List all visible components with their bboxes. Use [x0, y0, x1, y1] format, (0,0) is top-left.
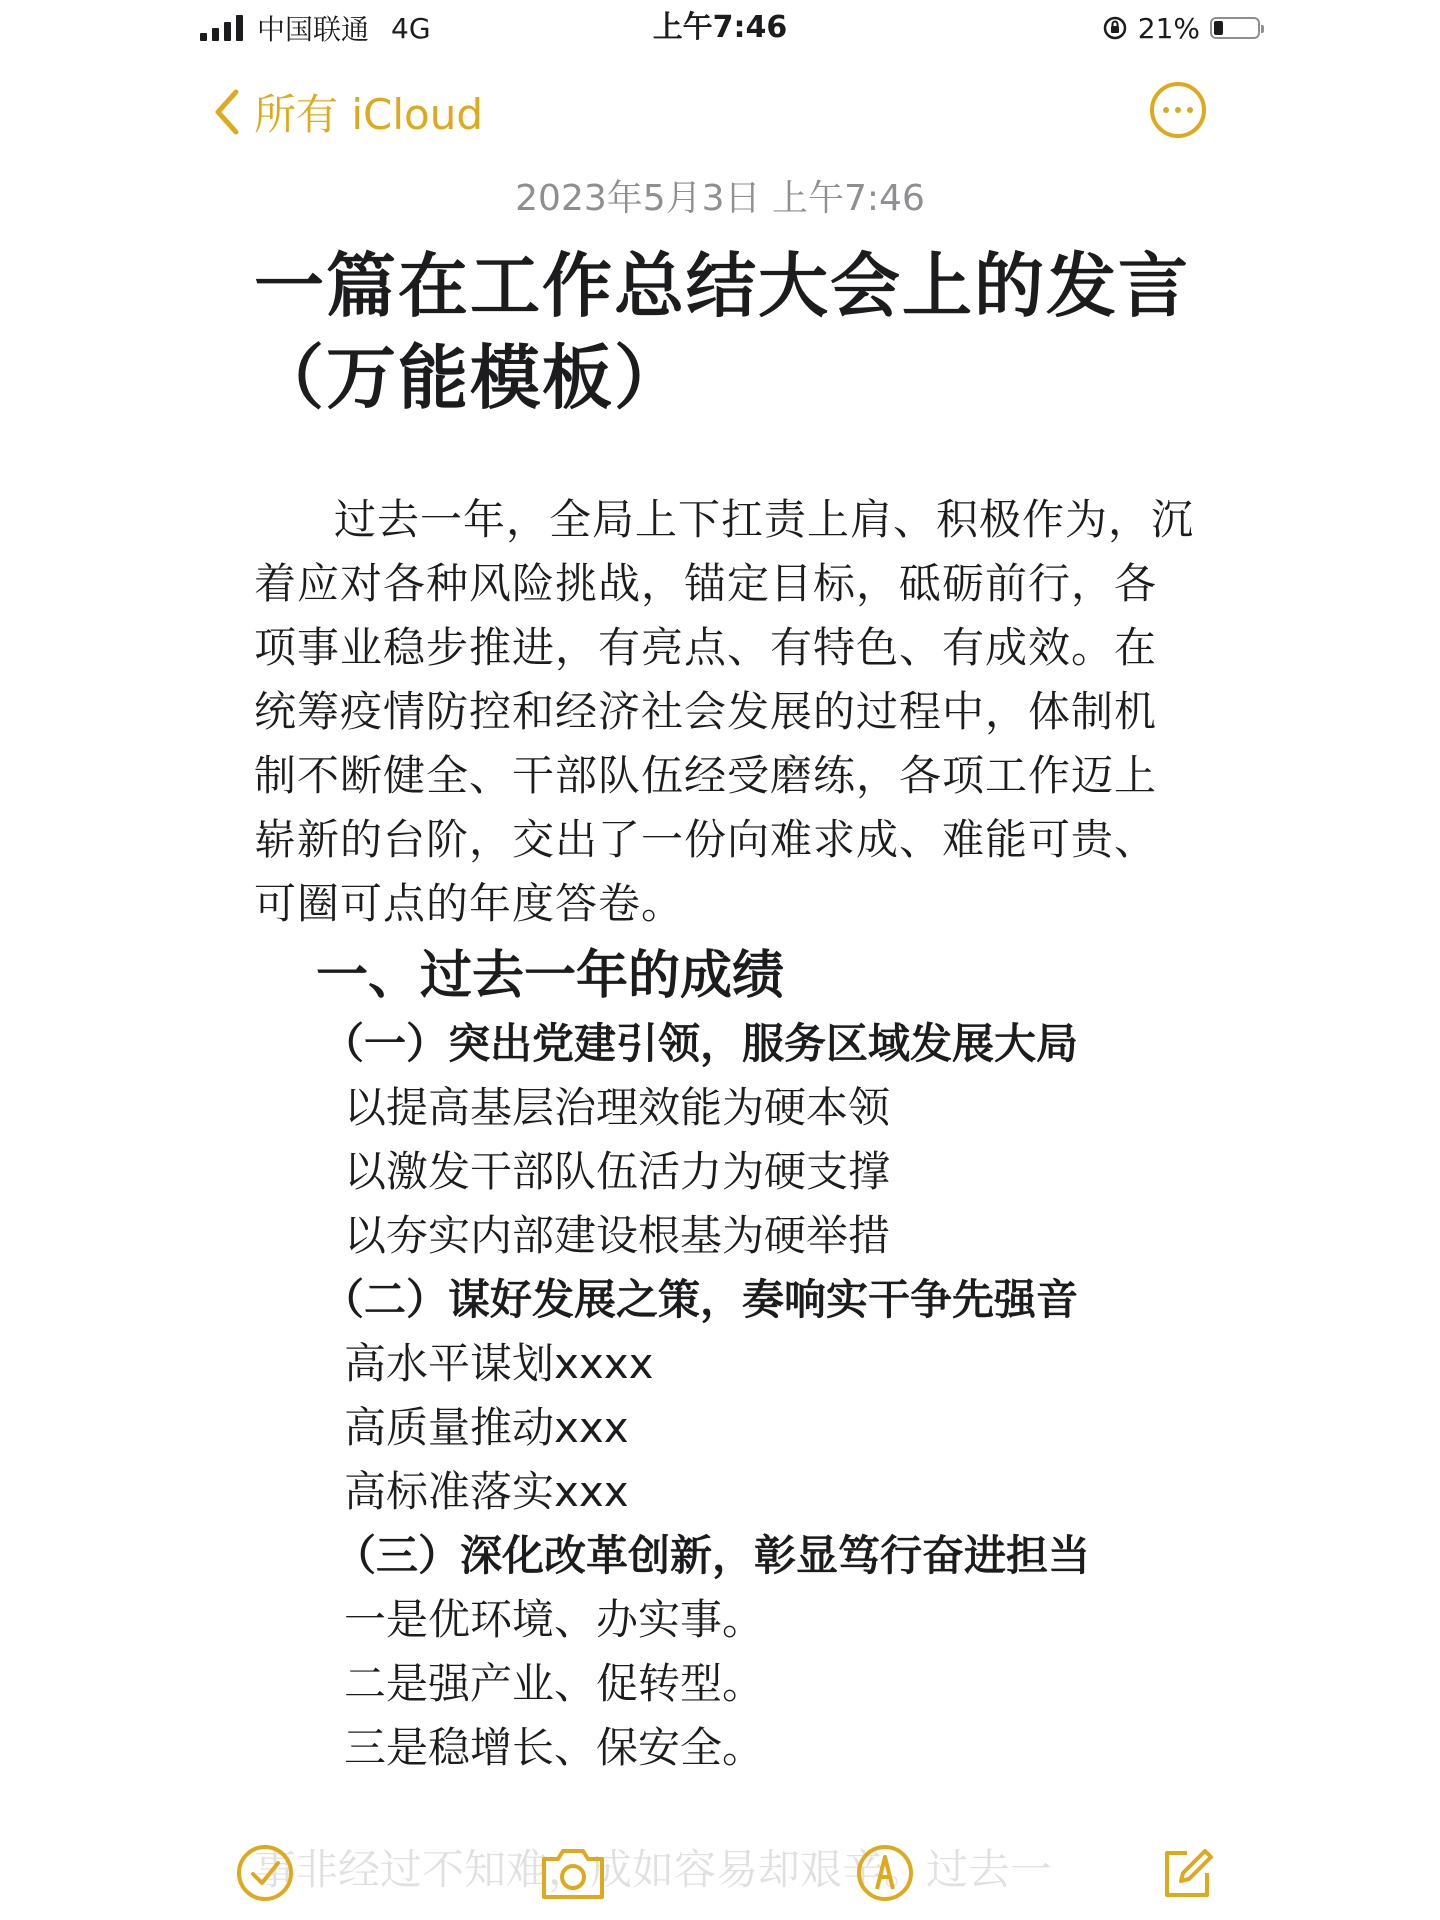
- intro-paragraph: 过去一年，全局上下扛责上肩、积极作为，沉着应对各种风险挑战，锚定目标，砥砺前行，各项事业稳步推进，有亮点、有特色、有成效。在统筹疫情防控和经济社会发展的过程中，体制机制不断健全、干部队伍经受磨练，各项工作迈上崭新的台阶，交出了一份向难求成、难能可贵、可圈可点的年度答卷。: [254, 495, 1195, 928]
- ellipsis-dot: [1187, 107, 1193, 113]
- list-item: 一是优环境、办实事。: [344, 1595, 765, 1644]
- list-item: 以提高基层治理效能为硬本领: [344, 1083, 891, 1132]
- checklist-icon: [235, 1843, 295, 1903]
- note-title: 一篇在工作总结大会上的发言（万能模板）: [254, 245, 1190, 419]
- camera-button[interactable]: [538, 1838, 608, 1908]
- status-right: [1102, 10, 1260, 46]
- checklist-button[interactable]: [230, 1838, 300, 1908]
- camera-icon: [538, 1843, 608, 1903]
- scrolled-text-under-toolbar: 事非经过不知难，成如容易却艰辛。过去一: [254, 1845, 1053, 1894]
- compose-button[interactable]: [1152, 1838, 1222, 1908]
- battery-fill: [1214, 21, 1223, 35]
- list-item: 高质量推动xxx: [344, 1403, 629, 1452]
- network-label: 4G: [391, 11, 431, 45]
- battery-icon: [1210, 17, 1260, 39]
- markup-button[interactable]: [850, 1838, 920, 1908]
- subsection-heading-1: （一）突出党建引领，服务区域发展大局: [322, 1019, 1079, 1068]
- subsection-heading-3: （三）深化改革创新，彰显笃行奋进担当: [334, 1531, 1091, 1580]
- status-bar: [0, 0, 1440, 56]
- ellipsis-dot: [1175, 107, 1181, 113]
- bottom-toolbar: [0, 1838, 1440, 1908]
- carrier-label: 中国联通: [257, 13, 370, 46]
- navigation-bar: [0, 70, 1440, 150]
- list-item: 以夯实内部建设根基为硬举措: [344, 1211, 891, 1260]
- orientation-lock-icon: [1102, 15, 1128, 41]
- list-item: 以激发干部队伍活力为硬支撑: [344, 1147, 891, 1196]
- section-heading: 一、过去一年的成绩: [316, 946, 785, 1006]
- chevron-left-icon: [212, 88, 240, 136]
- note-body[interactable]: [254, 240, 1194, 1780]
- back-button[interactable]: [212, 82, 483, 142]
- subsection-heading-2: （二）谋好发展之策，奏响实干争先强音: [322, 1275, 1079, 1324]
- ellipsis-icon: [1163, 107, 1169, 113]
- list-item: 二是强产业、促转型。: [344, 1659, 765, 1708]
- markup-icon: [855, 1843, 915, 1903]
- more-options-button[interactable]: [1150, 82, 1206, 138]
- back-button-label: 所有 iCloud: [254, 90, 483, 139]
- compose-icon: [1157, 1843, 1217, 1903]
- list-item: 三是稳增长、保安全。: [344, 1723, 765, 1772]
- list-item: 高标准落实xxx: [344, 1467, 629, 1516]
- battery-percent: 21%: [1137, 11, 1200, 45]
- list-item: 高水平谋划xxxx: [344, 1339, 654, 1388]
- note-date: 2023年5月3日 上午7:46: [515, 178, 925, 219]
- status-time: 上午7:46: [652, 10, 788, 45]
